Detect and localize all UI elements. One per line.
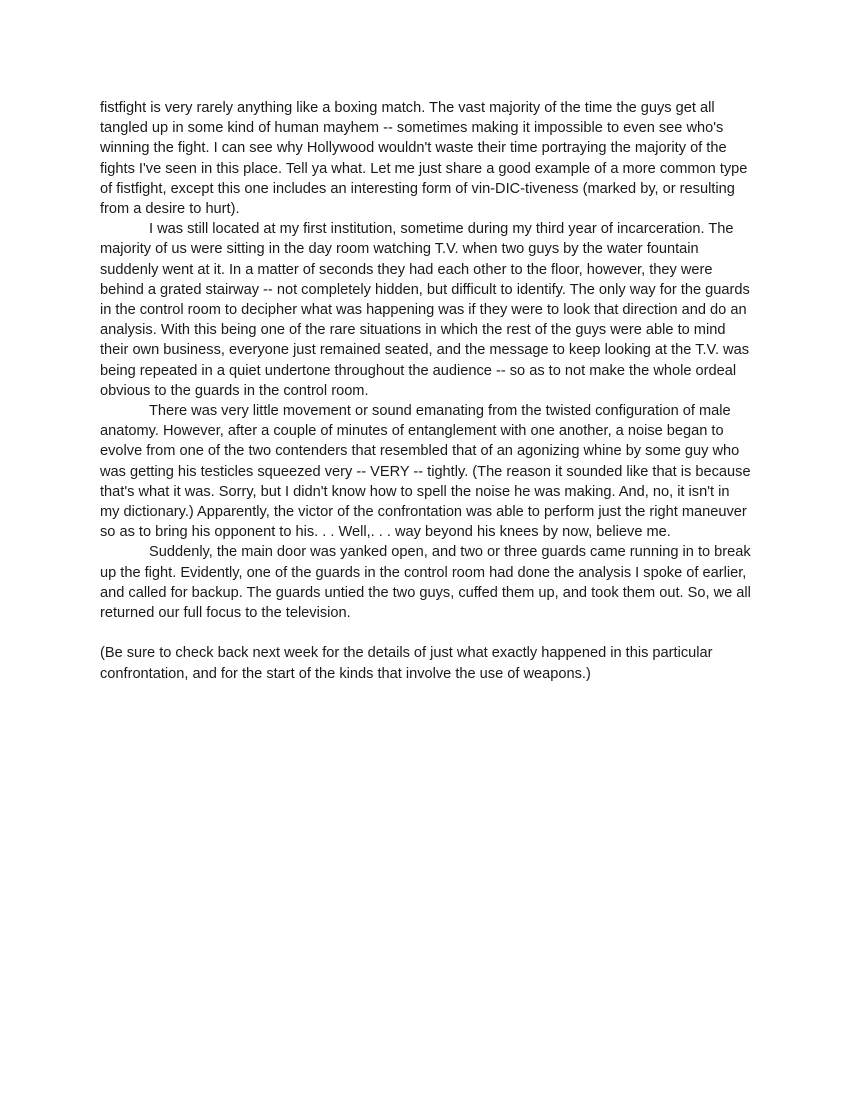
paragraph-continued: fistfight is very rarely anything like a boxing match. The vast majority of the time the guys get all tangled up in some kind of human mayhem -- sometimes making it impossible to even see who's winning the fight. I can see why Hollywood wouldn't waste their time portraying the majority of the fights I've seen in this place. Tell ya what. Let me just share a good example of a more common type of fistfight, except this one includes an interesting form of vin-DIC-tiveness (marked by, or resulting from a desire to hurt). [100, 100, 748, 218]
paragraph-guards-arrive: Suddenly, the main door was yanked open, and two or three guards came running in to break up the fight. Evidently, one of the guards in the control room had done the analysis I spoke of earlier, and called for backup. The guards untied the two guys, cuffed them up, and took them out. So, we all returned our full focus to the television. [100, 544, 751, 622]
paragraph-spacer [100, 623, 752, 643]
paragraph-closing-note: (Be sure to check back next week for the details of just what exactly happened in this particular confrontation, and for the start of the kinds that involve the use of weapons.) [100, 645, 713, 682]
document-page [100, 98, 752, 684]
paragraph-first-institution: I was still located at my first institution, sometime during my third year of incarceration. The majority of us were sitting in the day room watching T.V. when two guys by the water fountain suddenly went at it. In a matter of seconds they had each other to the floor, however, they were behind a grated stairway -- not completely hidden, but difficult to identify. The only way for the guards in the control room to decipher what was happening was if they were to look that direction and do an analysis. With this being one of the rare situations in which the rest of the guys were able to mind their own business, everyone just remained seated, and the message to keep looking at the T.V. was being repeated in a quiet undertone throughout the audience -- so as to not make the whole ordeal obvious to the guards in the control room. [100, 221, 750, 399]
paragraph-noise: There was very little movement or sound emanating from the twisted configuration of male anatomy. However, after a couple of minutes of entanglement with one another, a noise began to evolve from one of the two contenders that resembled that of an agonizing whine by some guy who was getting his testicles squeezed very -- VERY -- tightly. (The reason it sounded like that is because that's what it was. Sorry, but I didn't know how to spell the noise he was making. And, no, it isn't in my dictionary.) Apparently, the victor of the confrontation was able to perform just the right maneuver so as to bring his opponent to his. . . Well,. . . way beyond his knees by now, believe me. [100, 403, 751, 541]
